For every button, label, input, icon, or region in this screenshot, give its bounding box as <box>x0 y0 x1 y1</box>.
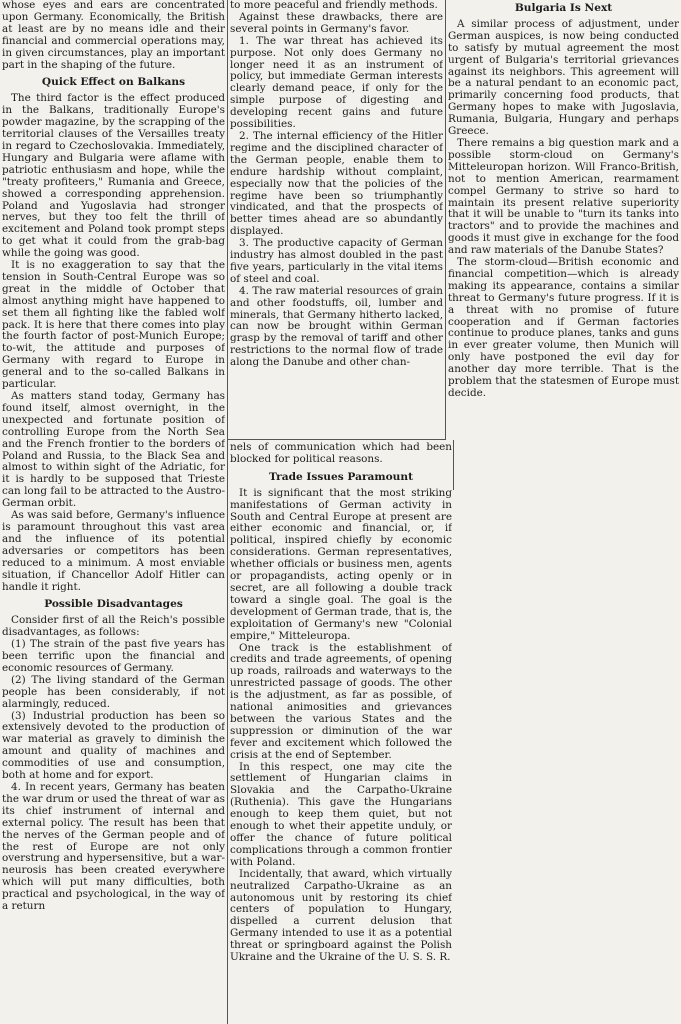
paragraph-favor-2: 2. The internal efficiency of the Hitler regime and the disciplined character of the German people, enable them to endure hardship without complaint, especially now that the policies of the regime have been so triumphantly vindicated, and that the prospects of better times ahead are so abundantly displayed. <box>230 129 443 238</box>
paragraph-this-respect: In this respect, one may cite the settlement of Hungarian claims in Slovakia and the Carpatho-Ukraine (Ruthenia). This gave the Hungarians enough to keep them quiet, but not enough to whet their appetite unduly, or offer the chance of future political complications through a common frontier with Poland. <box>230 760 452 868</box>
column-rule-1 <box>227 0 228 1024</box>
paragraph-disadvantage-4: 4. In recent years, Germany has beaten the war drum or used the threat of war as its chief instrument of internal and external policy. The result has been that the nerves of the German people and of the rest of Europe are not only overstrung and hypersensitive, but a war-neurosis has been created everywhere which will put many difficulties, both practical and psychological, in the way of a return <box>2 781 225 913</box>
paragraph-favor-4: 4. The raw material resources of grain and other foodstuffs, oil, lumber and minerals, that Germany hitherto lacked, can now be brought within German grasp by the removal of tariff and other restrictions to the normal flow of trade along the Danube and other chan- <box>230 284 443 369</box>
paragraph-channels: nels of communication which had been blocked for political reasons. <box>230 442 452 465</box>
paragraph-disadvantage-1: (1) The strain of the past five years has been terrific upon the financial and economic resources of Germany. <box>2 638 225 674</box>
heading-quick-effect: Quick Effect on Balkans <box>41 76 186 89</box>
column-left <box>2 0 225 1024</box>
column-bottom-middle <box>230 442 452 1024</box>
column-rule-2 <box>445 0 446 440</box>
column-middle <box>230 0 443 440</box>
paragraph-consider: Consider first of all the Reich's possible disadvantages, as follows: <box>2 614 225 639</box>
paragraph-similar-process: A similar process of adjustment, under German auspices, is now being conducted to satisfy by mutual agreement the most urgent of Bulgaria's territorial grievances against its neighbors. This agreement will be a natural pendant to an economic pact, primarily concerning food products, that Germany hopes to make with Jugoslavia, Rumania, Bulgaria, Hungary and perhaps Greece. <box>448 17 679 138</box>
paragraph-no-exaggeration: It is no exaggeration to say that the tension in South-Central Europe was so great in the middle of October that almost anything might have happened to set them all fighting like the fabled wolf pack. It is here that there comes into play the fourth factor of post-Munich Europe; to-wit, the attitude and purposes of Germany with regard to Europe in general and to the so-called Balkans in particular. <box>2 259 225 391</box>
paragraph-significant: It is significant that the most striking manifestations of German activity in South and Central Europe at present are either economic and financial, or, if political, inspired chiefly by economic considerations. German representatives, whether officials or business men, agents or propagandists, acting openly or in secret, are all following a double track toward a single goal. The goal is the development of German trade, that is, the exploitation of Germany's new "Colonial empire," Mitteleuropa. <box>230 486 452 642</box>
paragraph-continued: to more peaceful and friendly methods. <box>230 0 438 11</box>
heading-possible-disadvantages: Possible Disadvantages <box>44 598 183 611</box>
paragraph-favor-3: 3. The productive capacity of German industry has almost doubled in the past five years, particularly in the vital items of steel and coal. <box>230 237 443 285</box>
paragraph-favor-1: 1. The war threat has achieved its purpose. Not only does Germany no longer need it as an instrument of policy, but immediate German interests clearly demand peace, if only for the simple purpose of digesting and developing recent gains and future possibilities. <box>230 34 443 131</box>
paragraph-matters-stand: As matters stand today, Germany has found itself, almost overnight, in the unexpected and fortunate position of controlling Europe from the North Sea and the French frontier to the borders of Poland and Russia, to the Black Sea and almost to within sight of the Adriatic, for it is hardly to be supposed that Trieste can long fail to be attracted to the Austro-German orbit. <box>2 390 225 510</box>
paragraph-as-was-said: As was said before, Germany's influence is paramount throughout this vast area and the influence of its potential adversaries or competitors has been reduced to a minimum. A most enviable situation, if Chancellor Adolf Hitler can handle it right. <box>2 509 225 593</box>
heading-trade-issues: Trade Issues Paramount <box>269 470 413 483</box>
paragraph-disadvantage-2: (2) The living standard of the German people has been considerably, if not alarmingly, reduced. <box>2 673 225 710</box>
paragraph-incidentally: Incidentally, that award, which virtually neutralized Carpatho-Ukraine as an autonomous unit by restoring its chief centers of population to Hungary, dispelled a current delusion that Germany intended to use it as a potential threat or springboard against the Polish Ukraine and the Ukraine of the U. S. S. R. <box>230 867 452 964</box>
paragraph-question-mark: There remains a big question mark and a possible storm-cloud on Germany's Mitteleuropan horizon. Will Franco-British, not to mention American, rearmament compel Germany to strive so hard to maintain its present relative superiority that it will be unable to "turn its tanks into tractors" and to provide the machines and goods it must give in exchange for the food and raw materials of the Danube States? <box>448 136 679 257</box>
paragraph-third-factor: The third factor is the effect produced in the Balkans, traditionally Europe's powder magazine, by the scrapping of the territorial clauses of the Versailles treaty in regard to Czechoslovakia. Immediately, Hungary and Bulgaria were aflame with patriotic enthusiasm and hope, while the "treaty profiteers," Rumania and Greece, showed a corresponding apprehension. Poland and Yugoslavia had stronger nerves, but they too felt the thrill of excitement and Poland took prompt steps to get what it could from the grab-bag while the going was good. <box>2 92 225 260</box>
column-right <box>448 0 679 490</box>
paragraph-disadvantage-3: (3) Industrial production has been so extensively devoted to the production of war material as gravely to diminish the amount and quality of machines and commodities of use and consumption, both at home and for export. <box>2 709 225 782</box>
paragraph-against: Against these drawbacks, there are several points in Germany's favor. <box>230 10 443 35</box>
paragraph-storm-cloud: The storm-cloud—British economic and financial competition—which is already making its appearance, contains a similar threat to Germany's future progress. If it is a threat with no promise of future cooperation and if German factories continue to produce planes, tanks and guns in ever greater volume, then Munich will only have postponed the evil day for another day more terrible. That is the problem that the statesmen of Europe must decide. <box>448 256 679 399</box>
heading-bulgaria-next: Bulgaria Is Next <box>514 2 613 14</box>
paragraph-one-track: One track is the establishment of credits and trade agreements, of opening up roads, railroads and waterways to the unrestricted passage of goods. The other is the adjustment, as far as possible, of national animosities and grievances between the various States and the suppression or diminution of the war fever and excitement which followed the crisis at the end of September. <box>230 641 452 761</box>
paragraph-intro: whose eyes and ears are concentrated upon Germany. Economically, the British at least are by no means idle and their financial and commercial operations may, in given circumstances, play an important part in the shaping of the future. <box>2 0 225 71</box>
